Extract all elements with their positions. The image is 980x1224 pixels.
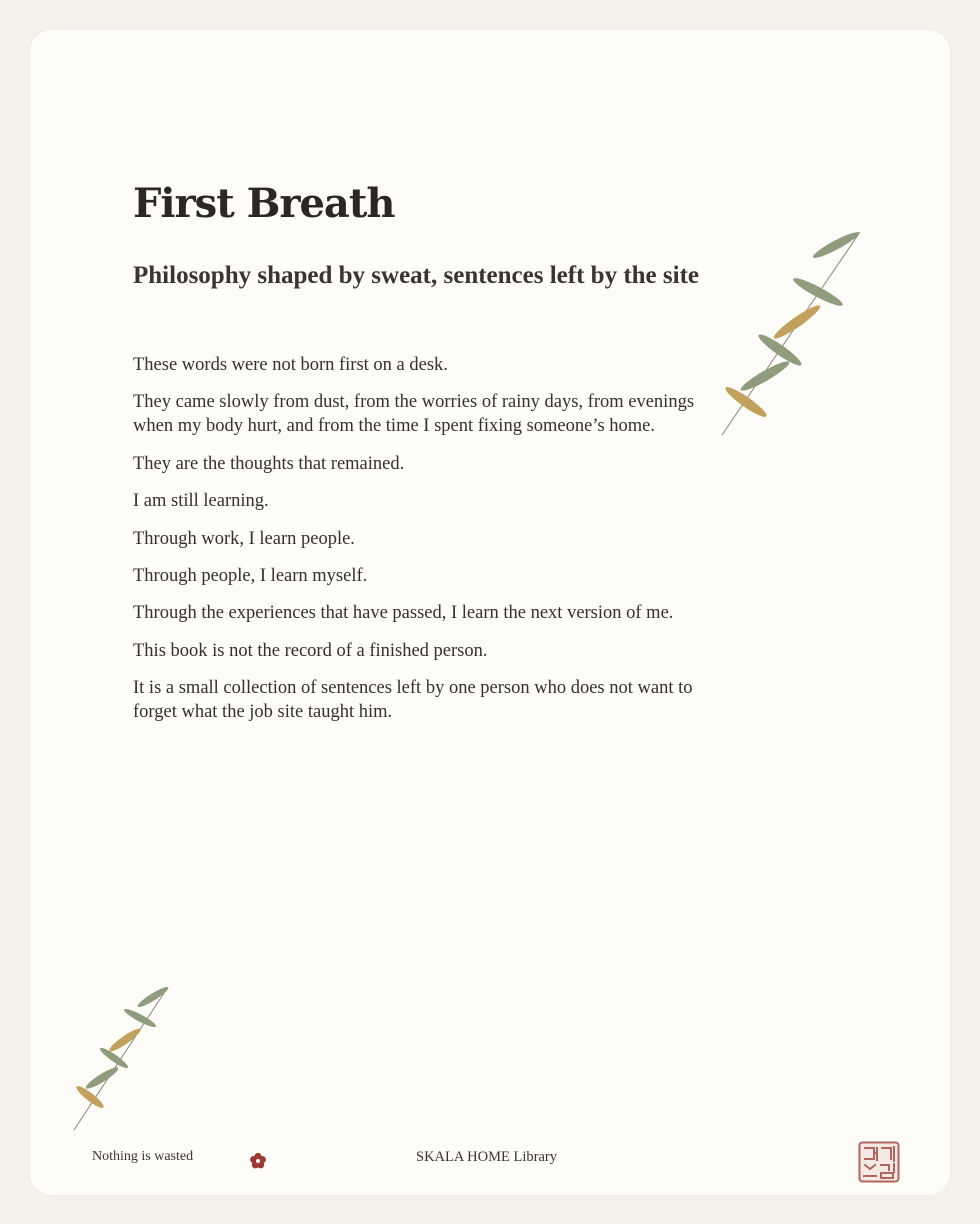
seal-stamp-icon	[858, 1141, 900, 1183]
paragraph: I am still learning.	[133, 491, 269, 512]
footer-library: SKALA HOME Library	[416, 1149, 557, 1165]
page-subtitle: Philosophy shaped by sweat, sentences left by the site	[133, 262, 699, 289]
footer-motto: Nothing is wasted	[92, 1149, 194, 1164]
paragraph: They came slowly from dust, from the worries of rainy days, from evenings when my body hurt, and from the time I spent fixing someone’s home.	[133, 392, 695, 437]
paragraph: Through work, I learn people.	[133, 528, 355, 549]
paragraph: This book is not the record of a finished person.	[133, 640, 488, 661]
document-page	[30, 30, 950, 1195]
flower-icon	[248, 1151, 268, 1171]
paragraph: These words were not born first on a desk.	[133, 355, 448, 375]
body-text	[133, 353, 733, 738]
page-title: First Breath	[133, 180, 395, 227]
paragraph: It is a small collection of sentences left by one person who does not want to forget what the job site taught him.	[133, 678, 693, 723]
leaf	[723, 229, 861, 421]
paragraph: They are the thoughts that remained.	[133, 453, 405, 474]
paragraph: Through the experiences that have passed, I learn the next version of me.	[133, 603, 674, 624]
leaf-branch-icon	[68, 980, 188, 1135]
leaf-branch-icon	[710, 210, 880, 440]
paragraph: Through people, I learn myself.	[133, 565, 368, 586]
